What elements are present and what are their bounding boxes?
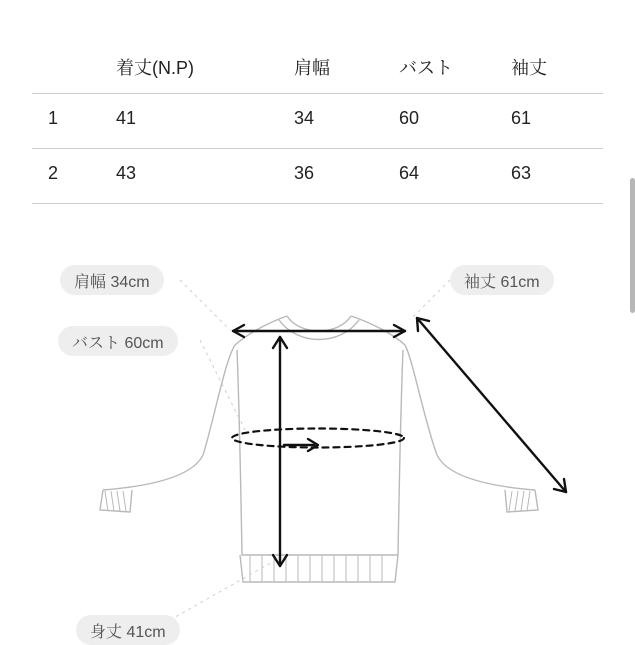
row-shoulder-value: 36	[294, 163, 315, 183]
row-bust-value: 60	[399, 108, 420, 128]
header-cell-sleeve: 袖丈	[511, 58, 547, 78]
row-length-value: 43	[116, 163, 137, 183]
bust-label: バスト 60cm	[58, 326, 178, 356]
row-shoulder-value: 34	[294, 108, 315, 128]
row-sleeve-value: 61	[511, 108, 532, 128]
row-size-label: 2	[48, 163, 59, 183]
header-cell-bust: バスト	[399, 58, 453, 78]
sleeve-label: 袖丈 61cm	[450, 265, 554, 295]
row-size-label: 1	[48, 108, 59, 128]
length-label: 身丈 41cm	[76, 615, 180, 645]
row-bust-value: 64	[399, 163, 420, 183]
row-length-value: 41	[116, 108, 137, 128]
header-cell-length: 着丈(N.P)	[116, 58, 194, 78]
row-sleeve-value: 63	[511, 163, 532, 183]
header-cell-shoulder: 肩幅	[294, 58, 330, 78]
shoulder-label: 肩幅 34cm	[60, 265, 164, 295]
